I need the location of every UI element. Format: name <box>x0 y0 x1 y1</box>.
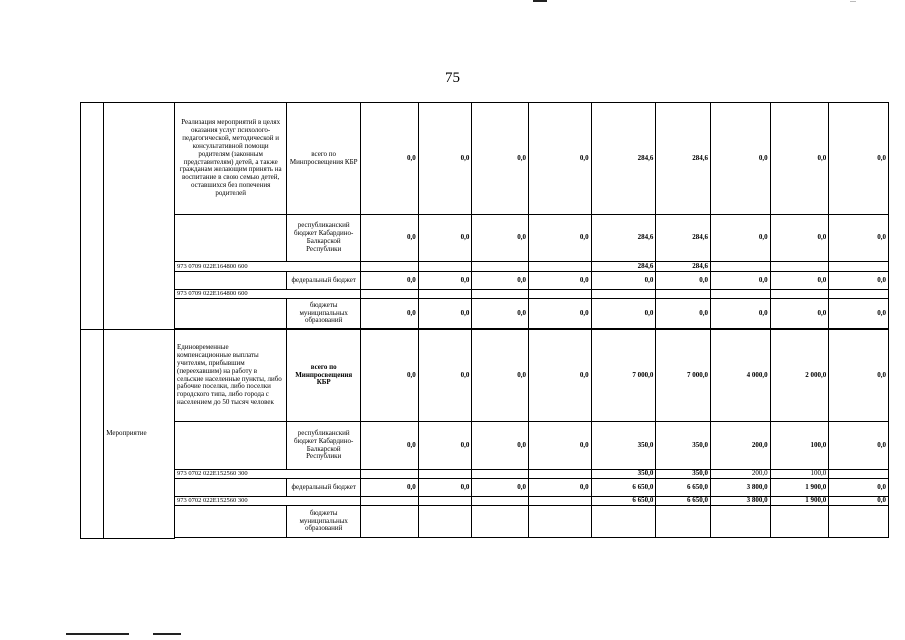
empty-cell <box>770 290 829 299</box>
value-cell: 0,0 <box>770 103 829 215</box>
table-row <box>81 103 889 215</box>
value-cell <box>710 506 770 538</box>
empty-cell <box>175 422 287 470</box>
scan-mark-bottom <box>66 633 129 635</box>
value-cell: 3 800,0 <box>710 497 770 506</box>
table-row <box>81 290 889 299</box>
budget-table <box>80 102 889 539</box>
value-cell <box>418 497 472 506</box>
value-cell: 100,0 <box>770 470 829 479</box>
value-cell <box>656 506 711 538</box>
value-cell: 0,0 <box>528 215 591 262</box>
value-cell: 0,0 <box>591 272 656 290</box>
value-cell: 0,0 <box>770 215 829 262</box>
empty-cell <box>81 103 104 330</box>
value-cell: 0,0 <box>710 103 770 215</box>
value-cell: 0,0 <box>829 299 889 329</box>
funding-source: республиканский бюджет Кабардино-Балкарской Республики <box>287 422 361 470</box>
value-cell: 350,0 <box>591 470 656 479</box>
value-cell: 0,0 <box>829 330 889 422</box>
value-cell: 0,0 <box>472 299 529 329</box>
empty-cell <box>175 215 287 262</box>
empty-cell <box>829 290 889 299</box>
value-cell: 0,0 <box>361 215 419 262</box>
value-cell: 0,0 <box>472 215 529 262</box>
budget-code: 973 0709 022E164800 600 <box>175 290 361 299</box>
scan-mark-top <box>533 0 547 2</box>
table-row <box>81 299 889 329</box>
value-cell <box>528 497 591 506</box>
table-row <box>81 272 889 290</box>
value-cell: 0,0 <box>418 103 472 215</box>
value-cell: 0,0 <box>829 479 889 497</box>
budget-code: 973 0702 022E152560 300 <box>175 470 361 479</box>
funding-source: федеральный бюджет <box>287 479 361 497</box>
value-cell <box>418 262 472 272</box>
value-cell: 284,6 <box>656 215 711 262</box>
value-cell: 0,0 <box>710 215 770 262</box>
value-cell: 7 000,0 <box>591 330 656 422</box>
value-cell: 350,0 <box>591 422 656 470</box>
value-cell <box>472 262 529 272</box>
value-cell: 0,0 <box>829 497 889 506</box>
empty-cell <box>472 290 529 299</box>
value-cell: 0,0 <box>770 272 829 290</box>
value-cell: 284,6 <box>591 103 656 215</box>
value-cell: 0,0 <box>656 272 711 290</box>
value-cell: 0,0 <box>829 103 889 215</box>
empty-cell <box>656 290 711 299</box>
value-cell <box>528 506 591 538</box>
empty-cell <box>528 290 591 299</box>
value-cell: 6 650,0 <box>656 497 711 506</box>
measure-description: Единовременные компенсационные выплаты учителям, прибывшим (переехавшим) на работу в сельские населенные пункты, либо рабочие поселки, либо поселки городского типа, либо города с населением до 50 тысяч человек <box>175 330 287 422</box>
empty-cell <box>361 290 419 299</box>
value-cell: 0,0 <box>770 299 829 329</box>
value-cell: 0,0 <box>591 299 656 329</box>
value-cell: 0,0 <box>472 330 529 422</box>
value-cell: 0,0 <box>528 330 591 422</box>
value-cell: 284,6 <box>591 215 656 262</box>
table-row <box>81 497 889 506</box>
budget-code: 973 0702 022E152560 300 <box>175 497 361 506</box>
value-cell <box>472 470 529 479</box>
value-cell: 0,0 <box>528 422 591 470</box>
value-cell: 0,0 <box>829 215 889 262</box>
funding-source: бюджеты муниципальных образований <box>287 506 361 538</box>
value-cell <box>361 506 419 538</box>
table-row <box>81 215 889 262</box>
page-number: 75 <box>445 70 460 86</box>
value-cell <box>829 506 889 538</box>
value-cell: 0,0 <box>656 299 711 329</box>
value-cell: 200,0 <box>710 422 770 470</box>
scan-mark-top-right <box>850 1 856 2</box>
value-cell <box>591 506 656 538</box>
table-row <box>81 470 889 479</box>
value-cell: 0,0 <box>361 103 419 215</box>
value-cell <box>472 506 529 538</box>
table-row <box>81 506 889 538</box>
value-cell <box>770 262 829 272</box>
value-cell <box>361 497 419 506</box>
measure-description: Реализация мероприятий в целях оказания услуг психолого-педагогической, методической и консультативной помощи родителям (законным представителям) детей, а также гражданам желающим принять на воспитание в свою семью детей, оставшихся без попечения родителей <box>175 103 287 215</box>
budget-code: 973 0709 022E164800 600 <box>175 262 361 272</box>
value-cell: 0,0 <box>528 103 591 215</box>
value-cell: 0,0 <box>361 422 419 470</box>
funding-source: бюджеты муниципальных образований <box>287 299 361 329</box>
value-cell <box>829 262 889 272</box>
value-cell: 7 000,0 <box>656 330 711 422</box>
value-cell: 284,6 <box>656 262 711 272</box>
empty-cell <box>710 290 770 299</box>
empty-cell <box>175 479 287 497</box>
value-cell <box>770 506 829 538</box>
funding-source: всего по Минпросвещения КБР <box>287 330 361 422</box>
table-row <box>81 479 889 497</box>
empty-cell <box>418 290 472 299</box>
empty-cell <box>175 272 287 290</box>
value-cell <box>528 470 591 479</box>
value-cell: 284,6 <box>656 103 711 215</box>
value-cell: 0,0 <box>418 330 472 422</box>
value-cell: 0,0 <box>361 272 419 290</box>
value-cell: 0,0 <box>361 299 419 329</box>
value-cell: 0,0 <box>710 272 770 290</box>
funding-source: федеральный бюджет <box>287 272 361 290</box>
table-row <box>81 262 889 272</box>
value-cell: 0,0 <box>472 479 529 497</box>
value-cell: 0,0 <box>829 422 889 470</box>
value-cell <box>361 470 419 479</box>
value-cell: 200,0 <box>710 470 770 479</box>
value-cell: 0,0 <box>418 272 472 290</box>
value-cell: 100,0 <box>770 422 829 470</box>
value-cell: 6 650,0 <box>591 497 656 506</box>
funding-source: республиканский бюджет Кабардино-Балкарской Республики <box>287 215 361 262</box>
value-cell: 0,0 <box>472 272 529 290</box>
value-cell: 0,0 <box>361 330 419 422</box>
value-cell: 6 650,0 <box>591 479 656 497</box>
value-cell: 0,0 <box>472 103 529 215</box>
value-cell: 0,0 <box>528 272 591 290</box>
funding-source: всего по Минпросвещения КБР <box>287 103 361 215</box>
value-cell <box>710 262 770 272</box>
value-cell: 0,0 <box>418 215 472 262</box>
measure-type: Мероприятие <box>104 330 175 539</box>
value-cell <box>361 262 419 272</box>
empty-cell <box>175 299 287 329</box>
value-cell: 0,0 <box>528 299 591 329</box>
empty-cell <box>81 330 104 539</box>
value-cell: 0,0 <box>418 299 472 329</box>
value-cell <box>418 506 472 538</box>
value-cell: 0,0 <box>528 479 591 497</box>
value-cell: 6 650,0 <box>656 479 711 497</box>
value-cell <box>829 470 889 479</box>
empty-cell <box>104 103 175 330</box>
value-cell: 0,0 <box>418 422 472 470</box>
value-cell: 0,0 <box>361 479 419 497</box>
value-cell <box>528 262 591 272</box>
value-cell: 284,6 <box>591 262 656 272</box>
value-cell: 350,0 <box>656 422 711 470</box>
value-cell: 2 000,0 <box>770 330 829 422</box>
empty-cell <box>591 290 656 299</box>
value-cell: 0,0 <box>472 422 529 470</box>
table-row <box>81 330 889 422</box>
value-cell: 1 900,0 <box>770 497 829 506</box>
value-cell: 3 800,0 <box>710 479 770 497</box>
value-cell: 350,0 <box>656 470 711 479</box>
empty-cell <box>175 506 287 538</box>
value-cell: 0,0 <box>829 272 889 290</box>
value-cell <box>472 497 529 506</box>
value-cell: 0,0 <box>418 479 472 497</box>
value-cell: 1 900,0 <box>770 479 829 497</box>
scan-mark-bottom <box>153 633 181 635</box>
table-row <box>81 422 889 470</box>
value-cell <box>418 470 472 479</box>
value-cell: 0,0 <box>710 299 770 329</box>
value-cell: 4 000,0 <box>710 330 770 422</box>
